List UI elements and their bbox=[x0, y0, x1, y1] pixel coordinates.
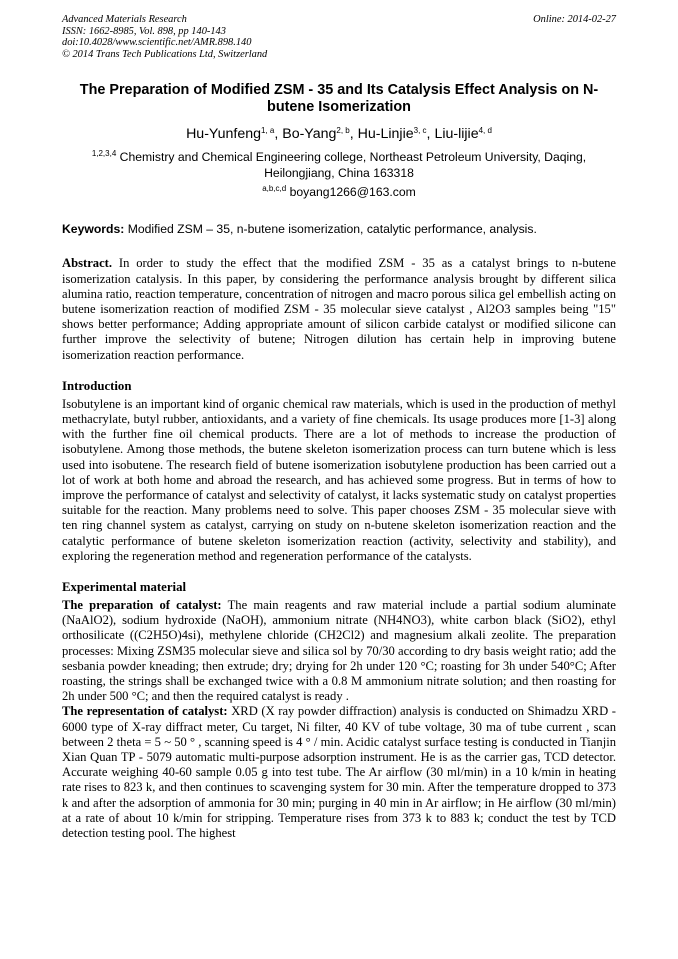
keywords-text: Modified ZSM – 35, n-butene isomerization, catalytic performance, analysis. bbox=[127, 222, 537, 237]
author-affiliation-mark: 4, d bbox=[478, 126, 492, 136]
author-name: Hu-Yunfeng bbox=[186, 126, 261, 143]
keywords-label: Keywords: bbox=[62, 222, 125, 237]
contact-email bbox=[62, 184, 616, 200]
author-separator: , bbox=[349, 126, 358, 143]
email-address[interactable]: boyang1266@163.com bbox=[289, 185, 416, 200]
journal-name: Advanced Materials Research bbox=[62, 14, 187, 25]
affiliation-mark: 1,2,3,4 bbox=[91, 149, 117, 159]
author-list bbox=[62, 125, 616, 143]
catalyst-representation-text: XRD (X ray powder diffraction) analysis is conducted on Shimadzu XRD - 6000 type of X-ray diffract meter, Cu target, Ni filter, 40 KV of tube voltage, 30 ma of tube current , scan between 2 theta = 5 ~ 50 ° , scanning speed is 4 ° / min. Acidic catalyst surface testing is conducted in Tianjin Xian Quan TP - 5079 automatic multi-purpose adsorption instrument. He is as the carrier gas, TCD detector. Accurate weighing 40-60 sample 0.05 g into test tube. The Ar airflow (30 ml/min) in a 10 k/min in heating rate rises to 823 k, and then continues to scavenging system for 30 min. After the temperature dropped to 373 k and after the adsorption of ammonia for 30 min; purging in 40 min in Ar airflow; in He airflow (30 ml/min) at a rate of about 10 k/min for stripping. Temperature rises from 373 k to 883 k; conduct the test by TCD detection testing pool. The highest bbox=[62, 704, 616, 841]
section-heading-introduction: Introduction bbox=[62, 378, 132, 393]
author-separator: , bbox=[274, 126, 283, 143]
author-name: Hu-Linjie bbox=[357, 126, 414, 143]
introduction-paragraph: Isobutylene is an important kind of organic chemical raw materials, which is used in the production of methyl methacrylate, butyl rubber, antioxidants, and a variety of fine chemicals. Its usage produces more [1-3] along with the further fine oil chemical products. There are a lot of methods to increase the production of isobutylene. Among those methods, the butene skeleton isomerization process can turn butene which is less used into isobutene. The research field of butene isomerization isobutylene production has been carried out a lot of work at both home and abroad the research, and has achieved some progress. But in terms of how to improve the performance of catalyst and selectivity of catalyst, it lacks systematic study on catalyst properties suitable for the reaction. Many problems need to solve. This paper chooses ZSM - 35 molecular sieve with ten ring channel system as catalyst, carrying on study on n-butene skeleton isomerization reaction and the catalytic performance of butene skeleton isomerization reaction (activity, selectivity and stability), and exploring the regeneration method and regeneration performance of the catalysts. bbox=[62, 396, 616, 563]
catalyst-preparation-paragraph bbox=[62, 598, 616, 704]
catalyst-preparation-label: The preparation of catalyst: bbox=[62, 598, 222, 613]
abstract bbox=[62, 256, 616, 362]
journal-doi: doi:10.4028/www.scientific.net/AMR.898.140 bbox=[62, 37, 252, 49]
affiliation bbox=[62, 149, 616, 181]
email-mark: a,b,c,d bbox=[262, 184, 287, 194]
author-affiliation-mark: 3, c bbox=[413, 126, 427, 136]
catalyst-representation-label: The representation of catalyst: bbox=[62, 704, 228, 719]
catalyst-representation-paragraph bbox=[62, 704, 616, 841]
abstract-text: In order to study the effect that the modified ZSM - 35 as a catalyst brings to n-butene isomerization catalysis. In this paper, by considering the performance analysis brought by different silica alumina ratio, reaction temperature, concentration of nitrogen and macro porous silica gel embellish acting on butene isomerization reaction of modified ZSM - 35 molecular sieve catalyst , Al2O3 samples being "15" shows better performance; Adding appropriate amount of silicon carbide catalyst or modified silicone can further improve the selectivity of butene; Nitrogen dilution has certain help in improving butene isomerization reaction performance. bbox=[62, 256, 616, 362]
affiliation-text: Chemistry and Chemical Engineering college, Northeast Petroleum University, Daqing, Heilongjiang, China 163318 bbox=[119, 150, 587, 181]
keywords bbox=[62, 221, 616, 237]
catalyst-preparation-text: The main reagents and raw material include a partial sodium aluminate (NaAlO2), sodium hydroxide (NaOH), ammonium nitrate (NH4NO3), white carbon black (SiO2), ethyl orthosilicate ((C2H5O)4si), methylene chloride (CH2Cl2) and magnesium alkali zeolite. The preparation processes: Mixing ZSM35 molecular sieve and silica sol by 70/30 according to dry basis weight ratio; add the sesbania powder kneading; then extrude; dry; drying for 2h under 120 °C; roasting for 3h under 540°C; After roasting, the strings shall be exchanged twice with a 0.8 M ammonium nitrate solution; and then roasting for 2h under 500 °C; and then the required catalyst is ready . bbox=[62, 598, 617, 704]
journal-masthead bbox=[62, 14, 616, 60]
author-name: Liu-lijie bbox=[434, 126, 479, 143]
author-separator: , bbox=[426, 126, 435, 143]
abstract-label: Abstract. bbox=[62, 256, 113, 271]
journal-issn: ISSN: 1662-8985, Vol. 898, pp 140-143 bbox=[62, 25, 226, 37]
author-affiliation-mark: 2, b bbox=[336, 126, 350, 136]
paper-title: The Preparation of Modified ZSM - 35 and Its Catalysis Effect Analysis on N-butene Isomerization bbox=[79, 82, 599, 116]
author-name: Bo-Yang bbox=[282, 126, 337, 143]
journal-copyright: © 2014 Trans Tech Publications Ltd, Switzerland bbox=[62, 48, 268, 60]
section-heading-experimental: Experimental material bbox=[62, 580, 187, 595]
online-date: Online: 2014-02-27 bbox=[533, 14, 616, 25]
author-affiliation-mark: 1, a bbox=[261, 126, 275, 136]
